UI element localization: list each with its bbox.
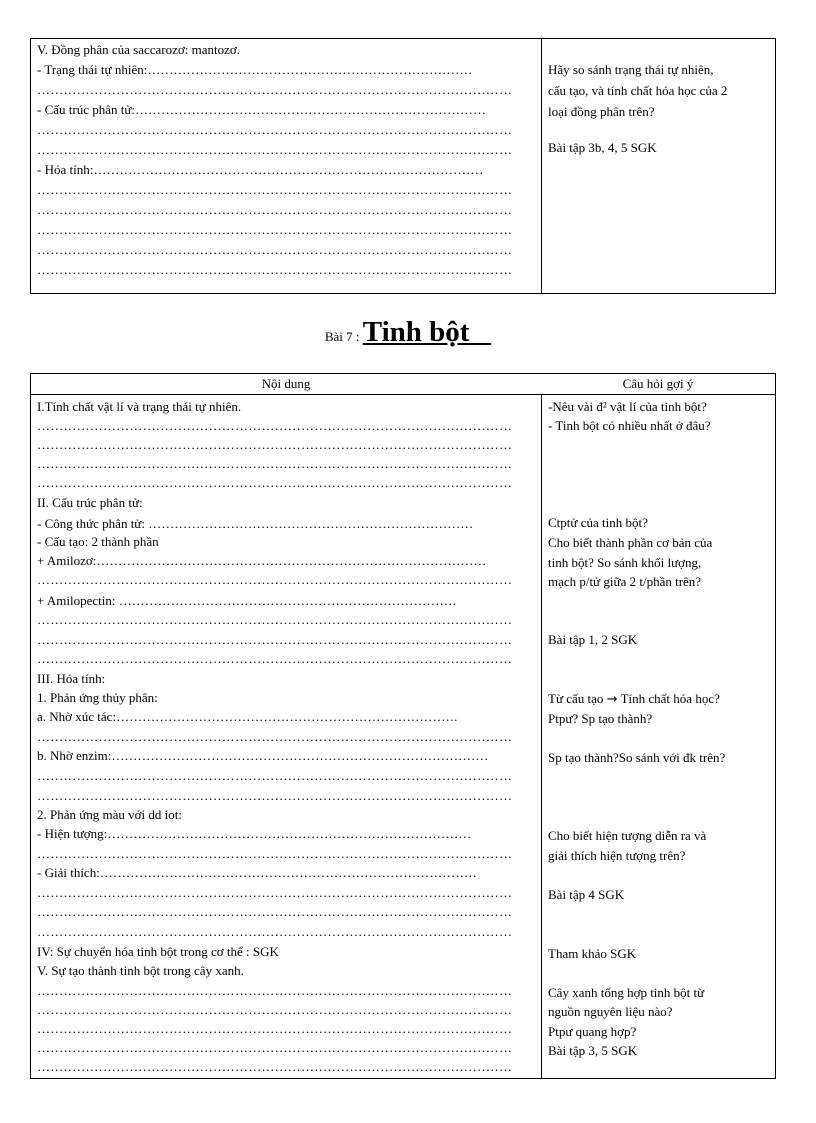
text-line: - Hóa tính:………………………………………………………………………………	[37, 162, 484, 177]
text-line: V. Sự tạo thành tinh bột trong cây xanh.	[37, 963, 244, 978]
table-isomer-content-cell	[31, 39, 541, 293]
question-line: cấu tạo, và tính chất hóa học của 2	[548, 83, 728, 98]
text-line: 2. Phản ứng màu với dd iot:	[37, 807, 182, 822]
text-line: + Amilozơ:………………………………………………………………………………	[37, 553, 487, 568]
table-isomer-question-cell	[541, 39, 775, 293]
dotted-line: ………………………………………………………………………………………………	[37, 1021, 513, 1036]
lesson-number: Bài 7 :	[324, 329, 363, 344]
text-line: + Amilopectin: ……………………………………………………………………	[37, 593, 457, 608]
dotted-line: ………………………………………………………………………………………………	[37, 142, 513, 157]
lesson-title	[0, 316, 816, 356]
dotted-line: ………………………………………………………………………………………………	[37, 885, 513, 900]
dotted-line: ………………………………………………………………………………………………	[37, 1002, 513, 1017]
table-isomer	[30, 38, 776, 294]
question-line: Sp tạo thành?So sánh với đk trên?	[548, 750, 726, 765]
dotted-line: ………………………………………………………………………………………………	[37, 456, 513, 471]
dotted-line: ………………………………………………………………………………………………	[37, 632, 513, 647]
table-starch-content-cell	[31, 395, 541, 1078]
text-line: - Cấu tạo: 2 thành phần	[37, 534, 159, 549]
text-line: III. Hóa tính:	[37, 671, 106, 686]
text-line: a. Nhờ xúc tác:…………………………………………………………………….	[37, 709, 458, 724]
question-line: Ptpư? Sp tạo thành?	[548, 711, 653, 726]
dotted-line: ………………………………………………………………………………………………	[37, 729, 513, 744]
table-starch	[30, 373, 776, 1079]
text-line: I.Tính chất vật lí và trạng thái tự nhiên.	[37, 399, 242, 414]
question-line: tinh bột? So sánh khối lượng,	[548, 555, 702, 570]
text-line: b. Nhờ enzim:……………………………………………………………………………	[37, 748, 489, 763]
question-line: -Nêu vài đ² vật lí của tinh bột?	[548, 399, 707, 414]
question-line: loại đồng phân trên?	[548, 104, 655, 119]
dotted-line: ………………………………………………………………………………………………	[37, 418, 513, 433]
dotted-line: ………………………………………………………………………………………………	[37, 182, 513, 197]
dotted-line: ………………………………………………………………………………………………	[37, 262, 513, 277]
exercise-line: Bài tập 4 SGK	[548, 887, 625, 902]
dotted-line: ………………………………………………………………………………………………	[37, 572, 513, 587]
text-line: II. Cấu trúc phân tử:	[37, 495, 143, 510]
question-line: nguồn nguyên liệu nào?	[548, 1004, 673, 1019]
question-line: Cho biết thành phần cơ bản của	[548, 535, 713, 550]
question-line	[548, 688, 771, 709]
lesson-name: Tinh bột	[362, 316, 492, 348]
dotted-line: ………………………………………………………………………………………………	[37, 475, 513, 490]
header-content: Nội dung	[261, 376, 311, 391]
text-line: V. Đồng phân của saccarozơ: mantozơ.	[37, 42, 241, 57]
question-line: mạch p/tử giữa 2 t/phần trên?	[548, 574, 702, 589]
question-line: - Tinh bột có nhiều nhất ở đâu?	[548, 418, 711, 433]
dotted-line: ………………………………………………………………………………………………	[37, 82, 513, 97]
dotted-line: ………………………………………………………………………………………………	[37, 651, 513, 666]
dotted-line: ………………………………………………………………………………………………	[37, 768, 513, 783]
text-line: - Công thức phân tử: …………………………………………………………………	[37, 516, 474, 531]
dotted-line: ………………………………………………………………………………………………	[37, 1040, 513, 1055]
text-line: IV: Sự chuyển hóa tinh bột trong cơ thể : SGK	[37, 944, 279, 959]
text-line: - Hiện tượng:…………………………………………………………………………	[37, 826, 472, 841]
dotted-line: ………………………………………………………………………………………………	[37, 904, 513, 919]
exercise-line: Bài tập 3b, 4, 5 SGK	[548, 140, 657, 155]
dotted-line: ………………………………………………………………………………………………	[37, 437, 513, 452]
text-line: - Giải thích:……………………………………………………………………………	[37, 865, 477, 880]
question-line: Ctptử của tinh bột?	[548, 515, 648, 530]
question-line: Cho biết hiện tượng diễn ra và	[548, 828, 707, 843]
dotted-line: ………………………………………………………………………………………………	[37, 924, 513, 939]
question-line: giải thích hiện tượng trên?	[548, 848, 686, 863]
question-text: Từ cấu tạo	[548, 691, 607, 706]
question-text: Tính chất hóa học?	[617, 691, 720, 706]
exercise-line: Bài tập 1, 2 SGK	[548, 632, 638, 647]
header-questions: Câu hỏi gợi ý	[622, 376, 694, 391]
dotted-line: ………………………………………………………………………………………………	[37, 983, 513, 998]
question-line: Hãy so sánh trạng thái tự nhiên,	[548, 62, 714, 77]
dotted-line: ………………………………………………………………………………………………	[37, 202, 513, 217]
dotted-line: ………………………………………………………………………………………………	[37, 846, 513, 861]
dotted-line: ………………………………………………………………………………………………	[37, 222, 513, 237]
dotted-line: ………………………………………………………………………………………………	[37, 242, 513, 257]
reference-line: Tham khảo SGK	[548, 946, 637, 961]
text-line: - Cấu trúc phân tử:………………………………………………………………………	[37, 102, 487, 117]
table-starch-question-cell	[541, 395, 775, 1078]
text-line: - Trạng thái tự nhiên:…………………………………………………………………	[37, 62, 473, 77]
exercise-line: Bài tập 3, 5 SGK	[548, 1043, 638, 1058]
text-line: 1. Phản ứng thủy phân:	[37, 690, 158, 705]
arrow-right-icon: →	[606, 692, 618, 707]
dotted-line: ………………………………………………………………………………………………	[37, 788, 513, 803]
dotted-line: ………………………………………………………………………………………………	[37, 612, 513, 627]
dotted-line: ………………………………………………………………………………………………	[37, 1059, 513, 1074]
question-line: Ptpư quang hợp?	[548, 1024, 637, 1039]
question-line: Cây xanh tổng hợp tinh bột từ	[548, 985, 705, 1000]
dotted-line: ………………………………………………………………………………………………	[37, 122, 513, 137]
